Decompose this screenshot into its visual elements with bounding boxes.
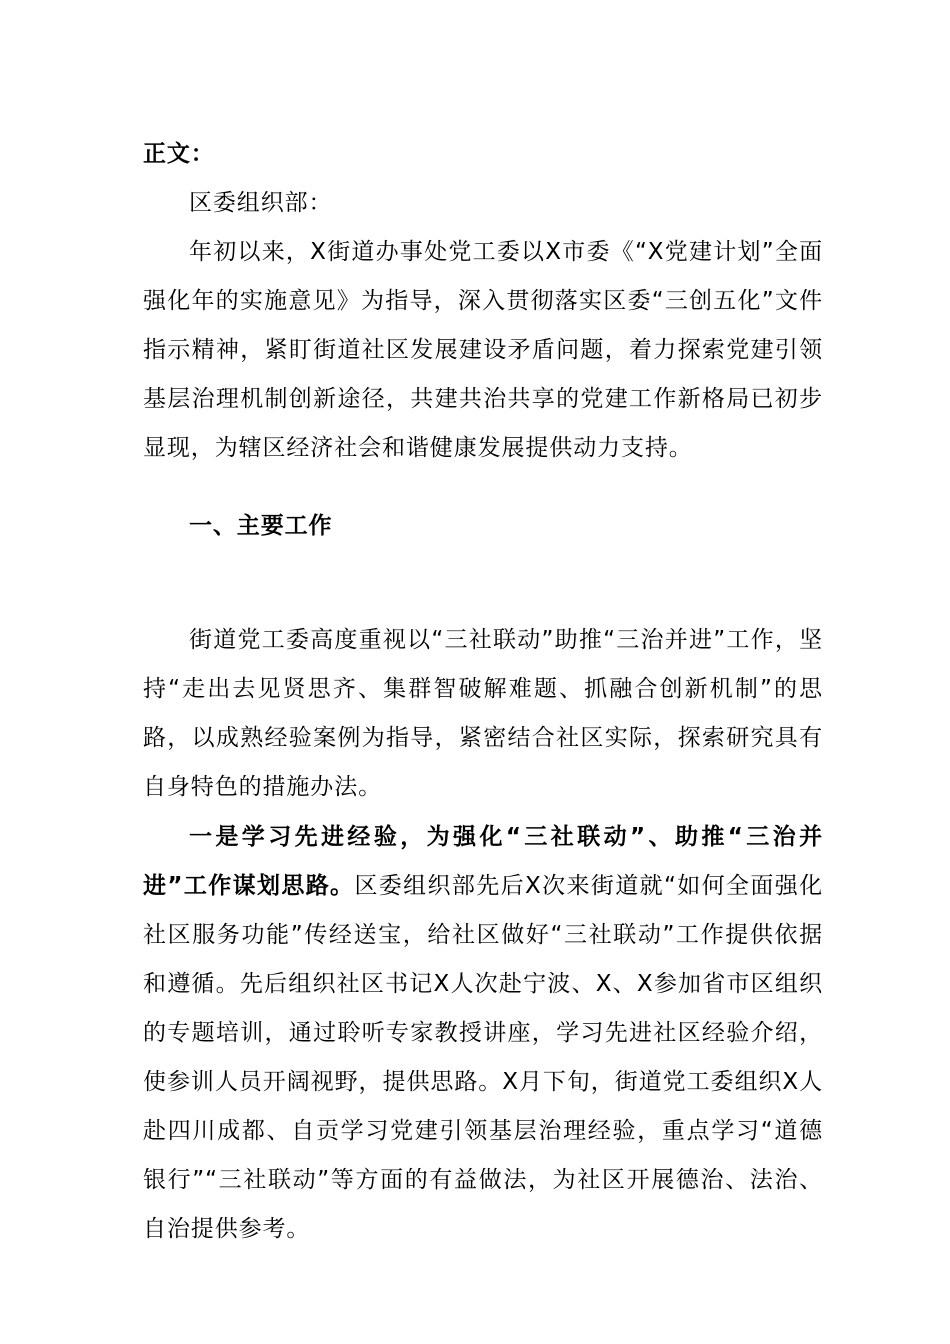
point-one-title: 一是学习先进经验，为强化“三社联动”、助推“三治并进”工作谋划思路。 [143, 824, 823, 899]
point-one-body: 区委组织部先后X次来街道就“如何全面强化社区服务功能”传经送宝，给社区做好“三社联动”工作提供依据和遵循。先后组织社区书记X人次赴宁波、X、X参加省市区组织的专题培训，通过聆听专家教授讲座，学习先进社区经验介绍，使参训人员开阔视野，提供思路。X月下旬，街道党工委组织X人赴四川成都、自贡学习党建引领基层治理经验，重点学习“道德银行”“三社联动”等方面的有益做法，为社区开展德治、法治、自治提供参考。 [143, 873, 824, 1242]
body-heading: 正文： [143, 141, 215, 167]
section-one-paragraph: 街道党工委高度重视以“三社联动”助推“三治并进”工作，坚持“走出去见贤思齐、集群智破解难题、抓融合创新机制”的思路，以成熟经验案例为指导，紧密结合社区实际，探索研究具有自身特色的措施办法。 [143, 627, 823, 800]
intro-paragraph: 年初以来，X街道办事处党工委以X市委《“X党建计划”全面强化年的实施意见》为指导，深入贯彻落实区委“三创五化”文件指示精神，紧盯街道社区发展建设矛盾问题，着力探索党建引领基层治理机制创新途径，共建共治共享的党建工作新格局已初步显现，为辖区经济社会和谐健康发展提供动力支持。 [143, 239, 823, 461]
section-one-title: 一、主要工作 [189, 513, 333, 539]
recipient-line: 区委组织部： [189, 190, 333, 216]
point-one-paragraph [143, 813, 823, 1254]
